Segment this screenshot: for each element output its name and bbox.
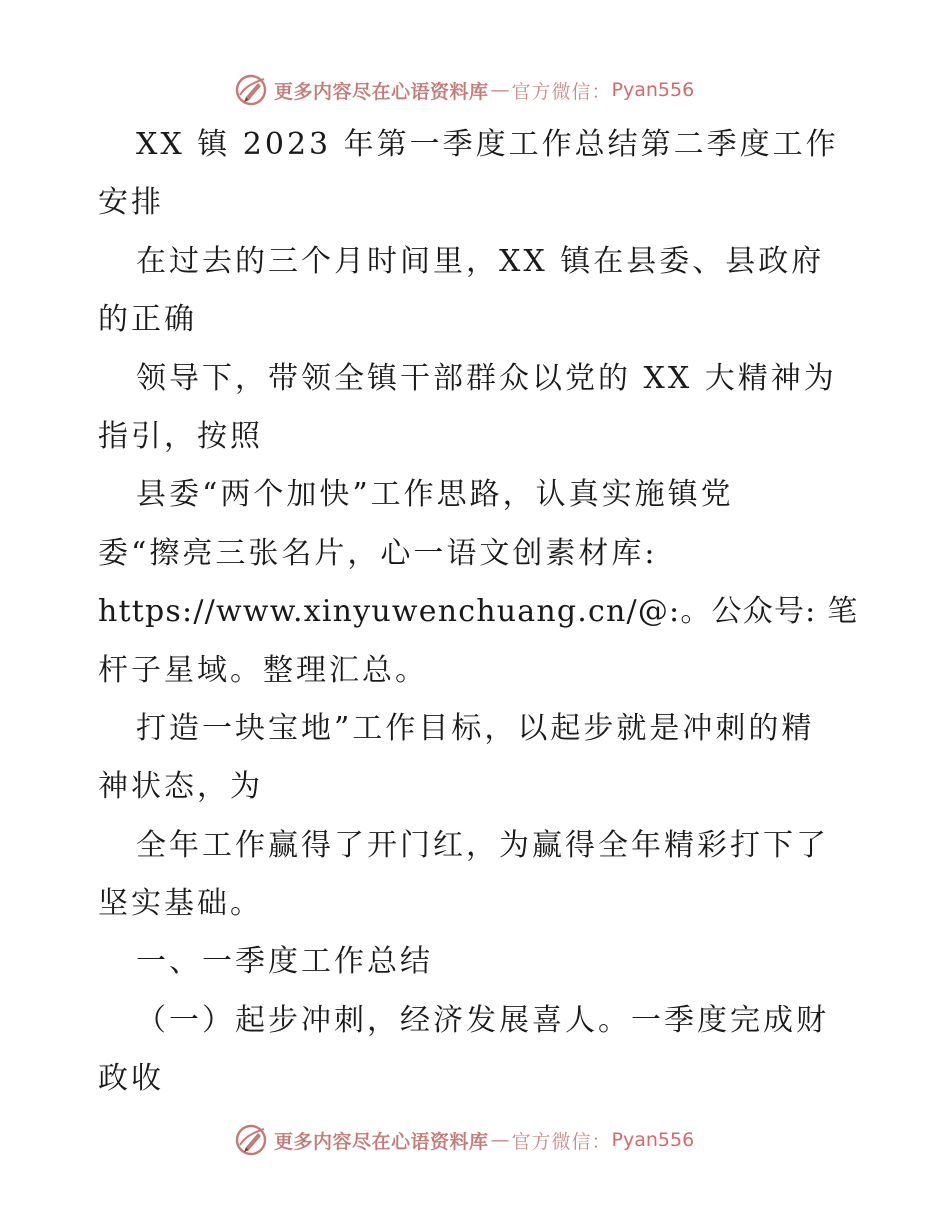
- document-line: 安排: [98, 185, 164, 221]
- document-line: https://www.xinyuwenchuang.cn/@:。公众号: 笔: [98, 594, 859, 630]
- document-line: 的正确: [98, 302, 197, 338]
- document-body: [98, 116, 858, 1109]
- watermark-label: 官方微信：: [511, 80, 612, 103]
- pen-logo-icon: [234, 73, 268, 107]
- footer-watermark: [234, 1122, 754, 1158]
- document-line: 全年工作赢得了开门红，为赢得全年精彩打下了: [136, 827, 829, 863]
- document-line: 委“擦亮三张名片，心一语文创素材库:: [98, 535, 658, 571]
- document-line: 神状态，为: [98, 769, 263, 805]
- document-line: （一）起步冲刺，经济发展喜人。一季度完成财: [136, 1002, 829, 1038]
- watermark-separator: —: [490, 1129, 510, 1151]
- watermark-main-text: 更多内容尽在心语资料库: [274, 1130, 489, 1153]
- watermark-label: 官方微信：: [511, 1130, 612, 1153]
- document-line: 打造一块宝地”工作目标，以起步就是冲刺的精: [136, 710, 815, 746]
- document-line: 在过去的三个月时间里，XX 镇在县委、县政府: [136, 243, 825, 279]
- header-watermark: [234, 72, 754, 108]
- watermark-separator: —: [490, 79, 510, 101]
- watermark-wechat-id: Pyan556: [611, 79, 695, 101]
- document-line: 领导下，带领全镇干部群众以党的 XX 大精神为: [136, 360, 837, 396]
- document-line: 杆子星域。整理汇总。: [98, 652, 428, 688]
- pen-logo-icon: [234, 1123, 268, 1157]
- watermark-wechat-id: Pyan556: [611, 1129, 695, 1151]
- document-line: 政收: [98, 1061, 164, 1097]
- watermark-main-text: 更多内容尽在心语资料库: [274, 80, 489, 103]
- document-line: 指引，按照: [98, 418, 263, 454]
- document-line: 一、一季度工作总结: [136, 944, 433, 980]
- document-line: XX 镇 2023 年第一季度工作总结第二季度工作: [136, 127, 839, 162]
- document-line: 坚实基础。: [98, 886, 263, 922]
- document-line: 县委“两个加快”工作思路，认真实施镇党: [136, 477, 734, 513]
